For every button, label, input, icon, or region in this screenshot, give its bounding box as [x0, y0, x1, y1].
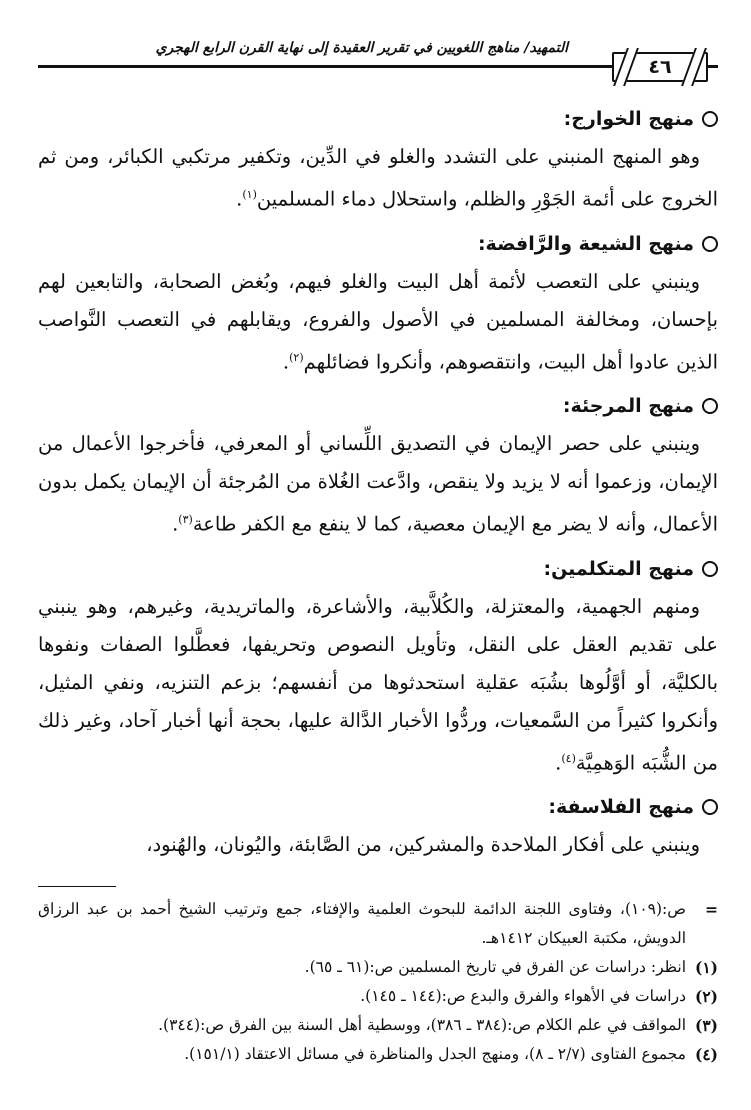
running-title: التمهيد/ مناهج اللغويين في تقرير العقيدة إلى نهاية القرن الرابع الهجري: [155, 40, 568, 56]
main-text: [38, 100, 718, 864]
paragraph-tail: .: [236, 187, 243, 211]
footnote-item: [38, 1011, 718, 1040]
section-heading: [38, 100, 718, 138]
section-murjia: [38, 387, 718, 544]
footnote-text: المواقف في علم الكلام ص:(٣٨٤ ـ ٣٨٦)، ووسطية أهل السنة بين الفرق ص:(٣٤٤).: [158, 1016, 686, 1034]
footnote-text: ص:(١٠٩)، وفتاوى اللجنة الدائمة للبحوث العلمية والإفتاء، جمع وترتيب الشيخ أحمد بن عبد الرزاق الدويش، مكتبة العبيكان ١٤١٢هـ.: [38, 900, 686, 947]
footnote-ref[interactable]: (٢): [289, 350, 304, 364]
footnote-mark: =: [705, 900, 718, 919]
section-heading: [38, 550, 718, 588]
section-paragraph: [38, 826, 718, 864]
circle-bullet-icon: [702, 236, 718, 252]
section-paragraph: [38, 425, 718, 544]
section-title: منهج الشيعة والرَّافضة:: [477, 232, 694, 255]
footnote-mark: (٢): [694, 987, 718, 1006]
paragraph-text: وهو المنهج المنبني على التشدد والغلو في الدِّين، وتكفير مرتكبي الكبائر، ومن ثم الخروج على أئمة الجَوْرِ والظلم، واستحلال دماء المسلمين: [38, 145, 718, 211]
section-heading: [38, 387, 718, 425]
section-khawarij: [38, 100, 718, 219]
footnote-ref[interactable]: (٣): [178, 513, 193, 526]
footnote-item: [38, 982, 718, 1011]
circle-bullet-icon: [702, 398, 718, 414]
page-number-box: [612, 52, 708, 82]
circle-bullet-icon: [702, 561, 718, 577]
footnote-item: [38, 895, 718, 953]
section-falasifa: [38, 788, 718, 864]
section-paragraph: [38, 138, 718, 219]
footnote-text: مجموع الفتاوى (٢/٧ ـ ٨)، ومنهج الجدل والمناظرة في مسائل الاعتقاد (١٥١/١).: [184, 1045, 686, 1063]
paragraph-text: وينبني على التعصب لأئمة أهل البيت والغلو فيهم، وبُغض الصحابة، والتابعين لهم بإحسان، ومخالفة المسلمين في الأصول والفروع، ويقابلهم في التعصب النَّواصب الذين عادوا أهل البيت، وانتقصوهم، وأنكروا فضائلهم: [38, 269, 718, 373]
ornament-slash: [613, 48, 639, 86]
section-title: منهج المرجئة:: [562, 395, 694, 417]
circle-bullet-icon: [702, 799, 718, 815]
paragraph-tail: .: [172, 512, 179, 536]
footnote-item: [38, 953, 718, 982]
footnote-ref[interactable]: (١): [242, 188, 257, 201]
page-number: ٤٦: [648, 56, 672, 78]
footnote-mark: (١): [694, 958, 718, 977]
paragraph-text: وينبني على حصر الإيمان في التصديق اللِّساني أو المعرفي، فأخرجوا الأعمال من الإيمان، وزعموا أنه لا يزيد ولا ينقص، وادَّعت الغُلاة من المُرجئة أن الإيمان يكمل بدون الأعمال، وأنه لا يضر مع الإيمان معصية، كما لا ينفع مع الكفر طاعة: [38, 432, 718, 536]
book-page: [38, 40, 718, 1090]
paragraph-text: ومنهم الجهمية، والمعتزلة، والكُلاَّبية، والأشاعرة، والماتريدية، وغيرهم، وهو ينبني على تقديم العقل على النقل، وتأويل النصوص وتحريفها، فعطَّلوا الصفات ونفوها بالكليَّة، أو أوَّلُوها بشُبَه عقلية استحدثوها من أنفسهم؛ بزعم التنزيه، ونفي المثيل، وأنكروا كثيراً من السَّمعيات، وردُّوا الأخبار الدَّالة عليها، بحجة أنها أخبار آحاد، وغير ذلك من الشُّبَه الوَهمِيَّة: [38, 594, 718, 774]
ornament-slash: [681, 48, 707, 86]
section-title: منهج الخوارج:: [563, 108, 694, 130]
section-shia: [38, 225, 718, 382]
footnotes: [38, 895, 718, 1069]
paragraph-tail: .: [555, 751, 562, 774]
page-header: [38, 40, 718, 84]
footnote-divider: [38, 886, 116, 887]
section-heading: [38, 788, 718, 826]
paragraph-tail: .: [282, 350, 290, 373]
footnote-text: انظر: دراسات عن الفرق في تاريخ المسلمين ص:(٦١ ـ ٦٥).: [304, 958, 686, 976]
circle-bullet-icon: [702, 111, 718, 127]
footnote-text: دراسات في الأهواء والفرق والبدع ص:(١٤٤ ـ ١٤٥).: [360, 987, 686, 1005]
section-title: منهج الفلاسفة:: [548, 796, 694, 818]
footnote-item: [38, 1040, 718, 1069]
paragraph-text: وينبني على أفكار الملاحدة والمشركين، من الصَّابئة، واليُونان، والهُنود،: [146, 833, 700, 856]
section-paragraph: [38, 588, 718, 783]
section-title: منهج المتكلمين:: [543, 557, 694, 580]
footnote-ref[interactable]: (٤): [561, 751, 576, 765]
section-heading: [38, 225, 718, 263]
section-mutakallimun: [38, 550, 718, 783]
footnote-mark: (٣): [694, 1016, 718, 1035]
section-paragraph: [38, 263, 718, 382]
footnote-mark: (٤): [694, 1045, 718, 1064]
